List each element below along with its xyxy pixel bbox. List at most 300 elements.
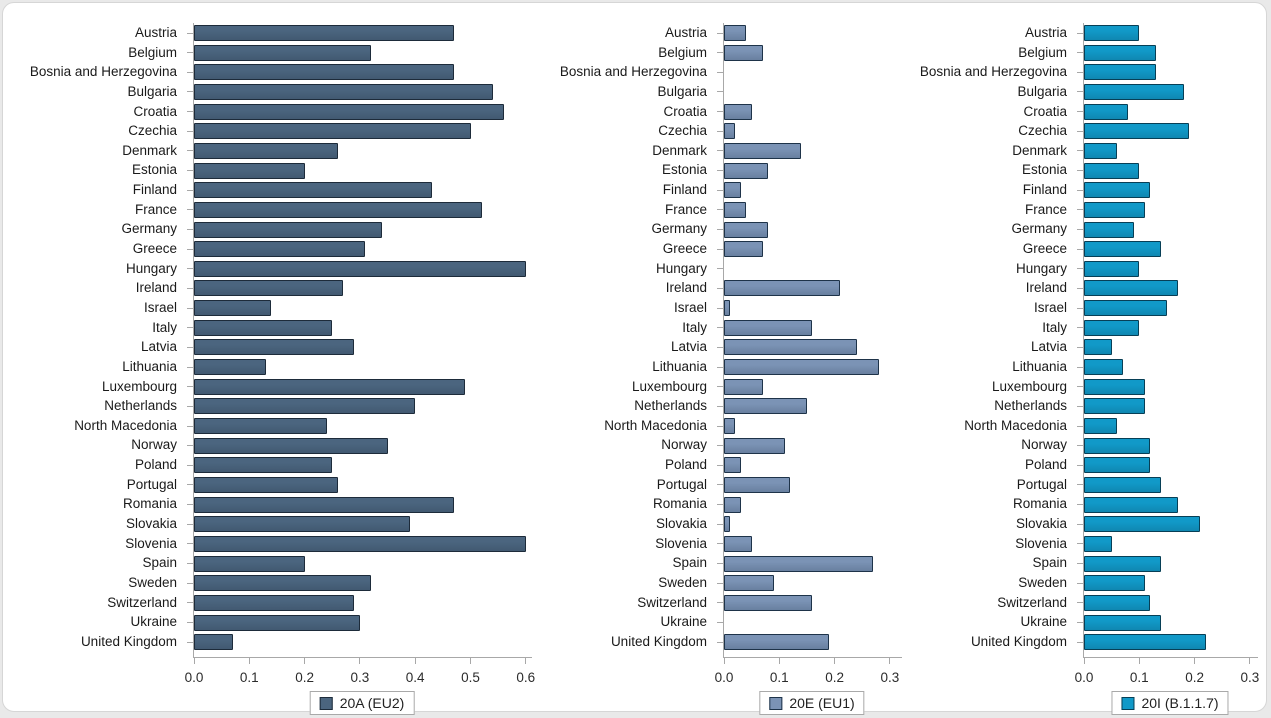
x-axis-tick-label: 0.1 bbox=[769, 670, 789, 685]
y-axis-tick bbox=[717, 426, 723, 427]
category-label: Poland bbox=[134, 457, 177, 473]
category-label: Hungary bbox=[1015, 260, 1067, 276]
category-label: Italy bbox=[682, 319, 707, 335]
y-axis-tick bbox=[187, 229, 193, 230]
y-axis-tick bbox=[187, 52, 193, 53]
bar bbox=[724, 575, 774, 591]
bar bbox=[1084, 457, 1150, 473]
category-label: Bulgaria bbox=[127, 83, 177, 99]
x-axis-tick-label: 0.2 bbox=[825, 670, 844, 685]
category-label: Luxembourg bbox=[631, 378, 707, 394]
y-axis-tick bbox=[1077, 91, 1083, 92]
category-label: Austria bbox=[1024, 25, 1067, 40]
y-axis-tick bbox=[1077, 229, 1083, 230]
bar bbox=[724, 45, 763, 61]
bar bbox=[724, 241, 763, 257]
y-axis-tick bbox=[187, 209, 193, 210]
bar bbox=[1084, 45, 1156, 61]
category-label: Ireland bbox=[665, 280, 707, 296]
x-axis-tick-label: 0.1 bbox=[239, 670, 259, 685]
y-axis-tick bbox=[717, 406, 723, 407]
bar bbox=[1084, 25, 1139, 41]
bar bbox=[1084, 64, 1156, 80]
bar bbox=[194, 143, 338, 159]
category-label: United Kingdom bbox=[80, 633, 177, 649]
bar bbox=[194, 497, 454, 513]
bar bbox=[724, 536, 752, 552]
y-axis-tick bbox=[1077, 170, 1083, 171]
bar bbox=[194, 359, 266, 375]
category-label: Israel bbox=[143, 299, 177, 315]
y-axis-tick bbox=[1077, 602, 1083, 603]
y-axis-tick bbox=[717, 131, 723, 132]
x-axis-tick bbox=[1084, 658, 1085, 664]
bar bbox=[1084, 556, 1161, 572]
bar bbox=[1084, 379, 1145, 395]
bar bbox=[1084, 163, 1139, 179]
category-label: North Macedonia bbox=[604, 417, 707, 433]
y-axis-tick bbox=[187, 170, 193, 171]
category-label: Sweden bbox=[1018, 574, 1067, 590]
x-axis-tick bbox=[1194, 658, 1195, 664]
category-label: Slovenia bbox=[125, 535, 177, 551]
x-axis-tick bbox=[470, 658, 471, 664]
y-axis-tick bbox=[717, 583, 723, 584]
category-label: Norway bbox=[661, 437, 707, 453]
bar bbox=[194, 575, 371, 591]
bar bbox=[194, 634, 233, 650]
y-axis-tick bbox=[717, 229, 723, 230]
y-axis-tick bbox=[1077, 347, 1083, 348]
category-axis-labels bbox=[899, 23, 1077, 652]
category-label: North Macedonia bbox=[74, 417, 177, 433]
bar bbox=[724, 379, 763, 395]
category-label: Portugal bbox=[656, 476, 707, 492]
bar bbox=[194, 300, 271, 316]
bar bbox=[194, 202, 482, 218]
category-label: Romania bbox=[1012, 496, 1067, 512]
category-label: Spain bbox=[672, 555, 707, 571]
y-axis-tick bbox=[1077, 111, 1083, 112]
category-label: Greece bbox=[662, 241, 707, 257]
y-axis-tick bbox=[1077, 484, 1083, 485]
category-label: Croatia bbox=[663, 103, 707, 119]
x-axis-tick-label: 0.0 bbox=[184, 670, 204, 685]
bar bbox=[194, 595, 354, 611]
x-axis-tick-label: 0.3 bbox=[880, 670, 900, 685]
category-label: Estonia bbox=[131, 162, 177, 178]
category-label: Finland bbox=[132, 182, 177, 198]
category-label: Ukraine bbox=[130, 614, 177, 630]
y-axis-tick bbox=[717, 622, 723, 623]
legend bbox=[310, 691, 415, 715]
y-axis-tick bbox=[717, 170, 723, 171]
y-axis-tick bbox=[187, 190, 193, 191]
y-axis-tick bbox=[1077, 543, 1083, 544]
y-axis-tick bbox=[1077, 327, 1083, 328]
y-axis-tick bbox=[717, 91, 723, 92]
y-axis-tick bbox=[717, 308, 723, 309]
category-label: Romania bbox=[652, 496, 707, 512]
bar bbox=[724, 457, 741, 473]
category-label: Sweden bbox=[128, 574, 177, 590]
category-label: Slovakia bbox=[125, 516, 177, 532]
bar bbox=[724, 163, 768, 179]
bar bbox=[724, 398, 807, 414]
y-axis-tick bbox=[187, 386, 193, 387]
category-label: Netherlands bbox=[634, 398, 707, 414]
x-axis-tick-label: 0.6 bbox=[516, 670, 536, 685]
y-axis-tick bbox=[1077, 308, 1083, 309]
bar bbox=[1084, 615, 1161, 631]
bar bbox=[1084, 320, 1139, 336]
x-axis-tick-label: 0.0 bbox=[1074, 670, 1094, 685]
category-label: Spain bbox=[142, 555, 177, 571]
bar bbox=[1084, 418, 1117, 434]
x-axis-tick-label: 0.3 bbox=[350, 670, 370, 685]
category-label: Croatia bbox=[1023, 103, 1067, 119]
y-axis-tick bbox=[717, 563, 723, 564]
category-label: Finland bbox=[1022, 182, 1067, 198]
y-axis-tick bbox=[187, 72, 193, 73]
bar bbox=[1084, 359, 1123, 375]
bar bbox=[194, 536, 526, 552]
category-label: Slovenia bbox=[655, 535, 707, 551]
y-axis-tick bbox=[717, 150, 723, 151]
x-axis-tick bbox=[304, 658, 305, 664]
category-label: Italy bbox=[152, 319, 177, 335]
y-axis-tick bbox=[1077, 131, 1083, 132]
category-label: Norway bbox=[131, 437, 177, 453]
x-axis-tick bbox=[724, 658, 725, 664]
y-axis-tick bbox=[1077, 445, 1083, 446]
bar bbox=[194, 438, 388, 454]
y-axis-tick bbox=[187, 150, 193, 151]
category-label: Switzerland bbox=[107, 594, 177, 610]
x-axis-tick-label: 0.1 bbox=[1129, 670, 1149, 685]
y-axis-tick bbox=[187, 602, 193, 603]
bar bbox=[194, 222, 382, 238]
x-axis-tick bbox=[249, 658, 250, 664]
category-label: United Kingdom bbox=[610, 633, 707, 649]
legend-label: 20E (EU1) bbox=[789, 695, 855, 711]
plot-area bbox=[714, 23, 902, 685]
y-axis-tick bbox=[187, 91, 193, 92]
y-axis-tick bbox=[187, 131, 193, 132]
bar bbox=[194, 320, 332, 336]
category-label: Denmark bbox=[122, 142, 177, 158]
bar bbox=[724, 497, 741, 513]
x-axis-tick bbox=[1249, 658, 1250, 664]
y-axis-tick bbox=[187, 288, 193, 289]
category-label: Netherlands bbox=[104, 398, 177, 414]
y-axis-tick bbox=[1077, 524, 1083, 525]
bar bbox=[724, 123, 735, 139]
bar bbox=[1084, 516, 1200, 532]
category-label: Croatia bbox=[133, 103, 177, 119]
category-label: Ireland bbox=[135, 280, 177, 296]
category-label: Estonia bbox=[661, 162, 707, 178]
category-label: Germany bbox=[651, 221, 707, 237]
chart-card bbox=[2, 2, 1267, 712]
y-axis-tick bbox=[1077, 406, 1083, 407]
x-axis-tick bbox=[415, 658, 416, 664]
bar bbox=[1084, 261, 1139, 277]
y-axis-tick bbox=[1077, 209, 1083, 210]
category-label: Hungary bbox=[655, 260, 707, 276]
y-axis-tick bbox=[717, 386, 723, 387]
y-axis-tick bbox=[717, 347, 723, 348]
x-axis-tick bbox=[889, 658, 890, 664]
category-label: Lithuania bbox=[122, 358, 177, 374]
bar bbox=[724, 222, 768, 238]
y-axis-tick bbox=[187, 622, 193, 623]
legend-swatch bbox=[320, 697, 333, 710]
category-label: Bulgaria bbox=[657, 83, 707, 99]
bar bbox=[194, 104, 504, 120]
bar bbox=[1084, 339, 1112, 355]
category-label: Austria bbox=[664, 25, 707, 40]
category-axis-labels bbox=[539, 23, 717, 652]
bar bbox=[1084, 104, 1128, 120]
y-axis-tick bbox=[187, 504, 193, 505]
category-label: Norway bbox=[1021, 437, 1067, 453]
category-label: Poland bbox=[664, 457, 707, 473]
bar bbox=[194, 516, 410, 532]
y-axis-tick bbox=[187, 367, 193, 368]
y-axis-tick bbox=[717, 33, 723, 34]
y-axis-tick bbox=[717, 190, 723, 191]
y-axis-tick bbox=[187, 249, 193, 250]
category-label: Sweden bbox=[658, 574, 707, 590]
bar bbox=[1084, 300, 1167, 316]
y-axis-tick bbox=[717, 543, 723, 544]
bar bbox=[724, 516, 730, 532]
y-axis-tick bbox=[717, 465, 723, 466]
category-label: Ukraine bbox=[660, 614, 707, 630]
y-axis-tick bbox=[1077, 52, 1083, 53]
legend-swatch bbox=[769, 697, 782, 710]
category-label: Lithuania bbox=[652, 358, 707, 374]
bar bbox=[1084, 143, 1117, 159]
bar bbox=[194, 477, 338, 493]
category-label: Bosnia and Herzegovina bbox=[559, 64, 707, 80]
bar bbox=[194, 84, 493, 100]
legend-label: 20I (B.1.1.7) bbox=[1141, 695, 1219, 711]
y-axis-tick bbox=[717, 288, 723, 289]
bar bbox=[1084, 497, 1178, 513]
y-axis-tick bbox=[717, 111, 723, 112]
category-label: Israel bbox=[673, 299, 707, 315]
category-label: Denmark bbox=[1012, 142, 1067, 158]
bar bbox=[1084, 84, 1184, 100]
y-axis-tick bbox=[1077, 622, 1083, 623]
bar bbox=[1084, 202, 1145, 218]
category-label: Spain bbox=[1032, 555, 1067, 571]
y-axis-tick bbox=[1077, 72, 1083, 73]
plot-area bbox=[1074, 23, 1260, 685]
category-label: Germany bbox=[1011, 221, 1067, 237]
bar bbox=[724, 182, 741, 198]
bar bbox=[194, 163, 305, 179]
category-label: Slovakia bbox=[1015, 516, 1067, 532]
category-label: Estonia bbox=[1021, 162, 1067, 178]
x-axis-tick bbox=[194, 658, 195, 664]
bar bbox=[1084, 477, 1161, 493]
y-axis-tick bbox=[717, 642, 723, 643]
category-label: Austria bbox=[134, 25, 177, 40]
category-label: Lithuania bbox=[1012, 358, 1067, 374]
x-axis-tick-label: 0.2 bbox=[295, 670, 314, 685]
bar bbox=[724, 418, 735, 434]
bar bbox=[194, 615, 360, 631]
bar bbox=[1084, 222, 1134, 238]
category-label: Latvia bbox=[1030, 339, 1067, 355]
bar bbox=[724, 556, 873, 572]
bar bbox=[1084, 595, 1150, 611]
y-axis-tick bbox=[717, 367, 723, 368]
category-label: Finland bbox=[662, 182, 707, 198]
bar bbox=[724, 143, 801, 159]
category-label: Bosnia and Herzegovina bbox=[919, 64, 1067, 80]
y-axis-tick bbox=[187, 484, 193, 485]
y-axis-tick bbox=[1077, 386, 1083, 387]
category-label: Latvia bbox=[140, 339, 177, 355]
category-label: Netherlands bbox=[994, 398, 1067, 414]
x-axis-tick bbox=[525, 658, 526, 664]
x-axis-tick-label: 0.0 bbox=[714, 670, 734, 685]
y-axis-tick bbox=[1077, 504, 1083, 505]
category-label: Belgium bbox=[1018, 44, 1067, 60]
bar bbox=[194, 25, 454, 41]
y-axis-tick bbox=[187, 33, 193, 34]
category-label: Bosnia and Herzegovina bbox=[29, 64, 177, 80]
bar bbox=[194, 280, 343, 296]
category-label: Belgium bbox=[658, 44, 707, 60]
bar bbox=[724, 359, 879, 375]
category-label: Belgium bbox=[128, 44, 177, 60]
category-label: Poland bbox=[1024, 457, 1067, 473]
bar bbox=[1084, 241, 1161, 257]
y-axis-tick bbox=[1077, 288, 1083, 289]
y-axis-tick bbox=[1077, 249, 1083, 250]
plot-area bbox=[184, 23, 536, 685]
category-label: Romania bbox=[122, 496, 177, 512]
bar bbox=[194, 457, 332, 473]
bar bbox=[1084, 123, 1189, 139]
x-axis-tick bbox=[1139, 658, 1140, 664]
y-axis-tick bbox=[187, 426, 193, 427]
y-axis-tick bbox=[1077, 268, 1083, 269]
category-label: Bulgaria bbox=[1017, 83, 1067, 99]
bar bbox=[724, 300, 730, 316]
category-label: Ireland bbox=[1025, 280, 1067, 296]
category-label: Luxembourg bbox=[101, 378, 177, 394]
bar bbox=[724, 438, 785, 454]
bar bbox=[1084, 398, 1145, 414]
y-axis-tick bbox=[717, 268, 723, 269]
bar bbox=[724, 339, 857, 355]
y-axis-tick bbox=[187, 327, 193, 328]
y-axis-tick bbox=[1077, 33, 1083, 34]
category-label: United Kingdom bbox=[970, 633, 1067, 649]
bar bbox=[194, 261, 526, 277]
category-label: Greece bbox=[132, 241, 177, 257]
x-axis-tick bbox=[834, 658, 835, 664]
y-axis-tick bbox=[187, 308, 193, 309]
bar bbox=[1084, 536, 1112, 552]
y-axis-tick bbox=[1077, 563, 1083, 564]
category-label: Portugal bbox=[126, 476, 177, 492]
y-axis-tick bbox=[717, 504, 723, 505]
y-axis-tick bbox=[717, 445, 723, 446]
x-axis-tick-label: 0.5 bbox=[461, 670, 480, 685]
category-label: Germany bbox=[121, 221, 177, 237]
y-axis-tick bbox=[1077, 426, 1083, 427]
legend-label: 20A (EU2) bbox=[339, 695, 405, 711]
x-axis-tick-label: 0.4 bbox=[405, 670, 425, 685]
legend-swatch bbox=[1121, 697, 1134, 710]
bar bbox=[1084, 182, 1150, 198]
bar bbox=[1084, 438, 1150, 454]
bar bbox=[1084, 634, 1206, 650]
category-label: Ukraine bbox=[1020, 614, 1067, 630]
category-label: Italy bbox=[1042, 319, 1067, 335]
y-axis-tick bbox=[187, 583, 193, 584]
y-axis-tick bbox=[717, 72, 723, 73]
bar bbox=[194, 379, 465, 395]
category-axis-labels bbox=[9, 23, 187, 652]
y-axis-tick bbox=[1077, 642, 1083, 643]
legend bbox=[1111, 691, 1228, 715]
category-label: Luxembourg bbox=[991, 378, 1067, 394]
category-label: Portugal bbox=[1016, 476, 1067, 492]
bar bbox=[1084, 575, 1145, 591]
x-axis-tick-label: 0.3 bbox=[1240, 670, 1260, 685]
bar bbox=[194, 418, 327, 434]
x-axis-tick bbox=[359, 658, 360, 664]
bar bbox=[724, 25, 746, 41]
y-axis-tick bbox=[187, 543, 193, 544]
category-label: Latvia bbox=[670, 339, 707, 355]
y-axis-tick bbox=[187, 445, 193, 446]
category-label: Switzerland bbox=[997, 594, 1067, 610]
y-axis-tick bbox=[1077, 583, 1083, 584]
category-label: Denmark bbox=[652, 142, 707, 158]
y-axis-tick bbox=[717, 327, 723, 328]
bar bbox=[1084, 280, 1178, 296]
x-axis-tick bbox=[779, 658, 780, 664]
bar bbox=[194, 45, 371, 61]
category-label: Greece bbox=[1022, 241, 1067, 257]
y-axis-tick bbox=[717, 52, 723, 53]
y-axis-tick bbox=[187, 524, 193, 525]
y-axis-tick bbox=[717, 602, 723, 603]
category-label: Czechia bbox=[658, 123, 707, 139]
category-label: France bbox=[1024, 201, 1067, 217]
category-label: North Macedonia bbox=[964, 417, 1067, 433]
category-label: Czechia bbox=[1018, 123, 1067, 139]
bar bbox=[724, 202, 746, 218]
y-axis-tick bbox=[1077, 150, 1083, 151]
category-label: France bbox=[664, 201, 707, 217]
category-label: Slovenia bbox=[1015, 535, 1067, 551]
y-axis-tick bbox=[717, 524, 723, 525]
y-axis-tick bbox=[187, 406, 193, 407]
y-axis-tick bbox=[187, 563, 193, 564]
bar bbox=[194, 64, 454, 80]
y-axis-tick bbox=[187, 642, 193, 643]
